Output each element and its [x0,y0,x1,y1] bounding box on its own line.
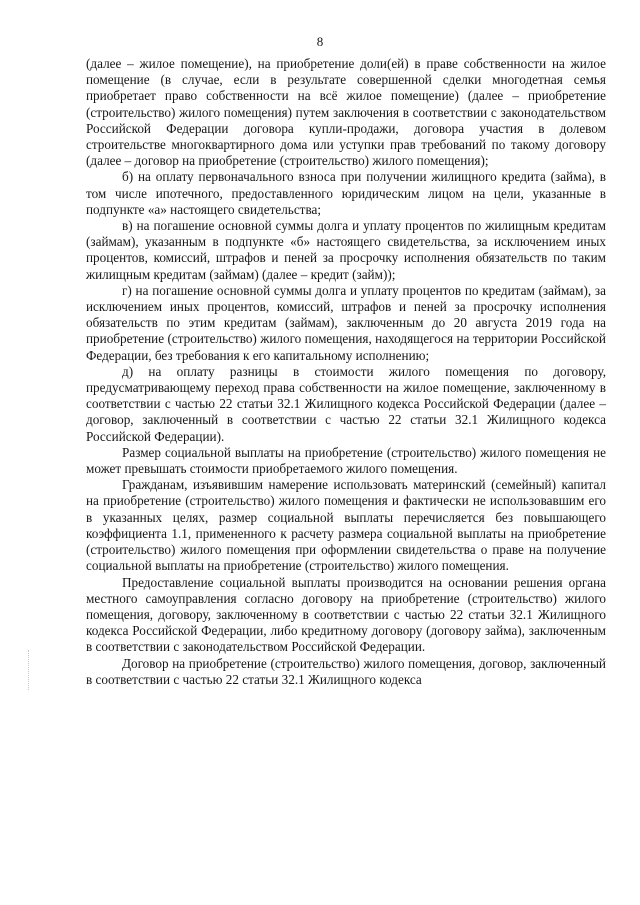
document-body [86,56,606,688]
paragraph-item-d: д) на оплату разницы в стоимости жилого помещения по договору, предусматривающему переход права собственности на жилое помещение, заключенному в соответствии с частью 22 статьи 32.1 Жилищного кодекса Российской Федерации (далее – договор, заключенный в соответствии с частью 22 статьи 32.1 Жилищного кодекса Российской Федерации). [86,363,606,444]
paragraph-item-b: б) на оплату первоначального взноса при получении жилищного кредита (займа), в том числе ипотечного, предоставленного юридическим лицом на цели, указанные в подпункте «а» настоящего свидетельства; [86,169,606,217]
paragraph-payment-basis: Предоставление социальной выплаты производится на основании решения органа местного самоуправления согласно договору на приобретение (строительство) жилого помещения, договору, заключенному в соответствии с частью 22 статьи 32.1 Жилищного кодекса Российской Федерации, либо кредитному договору (договору займа), заключенным в соответствии с законодательством Российской Федерации. [86,574,606,655]
margin-scan-marks [28,650,33,690]
paragraph-payment-limit: Размер социальной выплаты на приобретение (строительство) жилого помещения не может превышать стоимости приобретаемого жилого помещения. [86,444,606,477]
paragraph-item-v: в) на погашение основной суммы долга и уплату процентов по жилищным кредитам (займам), указанным в подпункте «б» настоящего свидетельства, за исключением иных процентов, комиссий, штрафов и пеней за просрочку исполнения обязательств по таким жилищным кредитам (займам) (далее – кредит (займ)); [86,218,606,282]
paragraph-item-g: г) на погашение основной суммы долга и уплату процентов по кредитам (займам), за исключением иных процентов, комиссий, штрафов и пеней за просрочку исполнения обязательств по этим кредитам (займам), заключенным до 20 августа 2019 года на приобретение (строительство) жилого помещения, находящегося на территории Российской Федерации, без требования к его капитальному исполнению; [86,282,606,363]
paragraph-contract: Договор на приобретение (строительство) жилого помещения, договор, заключенный в соответствии с частью 22 статьи 32.1 Жилищного кодекса [86,655,606,687]
paragraph-maternity-capital: Гражданам, изъявившим намерение использовать материнский (семейный) капитал на приобретение (строительство) жилого помещения и фактически не использовавшим его в указанных целях, размер социальной выплаты перечисляется без повышающего коэффициента 1.1, примененного к расчету размера социальной выплаты на приобретение (строительство) жилого помещения при оформлении свидетельства о праве на получение социальной выплаты на приобретение (строительство) жилого помещения. [86,477,606,574]
paragraph-continuation: (далее – жилое помещение), на приобретение доли(ей) в праве собственности на жилое помещение (в случае, если в результате совершенной сделки многодетная семья приобретает право собственности на всё жилое помещение) (далее – приобретение (строительство) жилого помещения) путем заключения в соответствии с законодательством Российской Федерации договора купли-продажи, договора участия в долевом строительстве многоквартирного дома или уступки прав требований по такому договору (далее – договор на приобретение (строительство) жилого помещения); [86,56,606,169]
page-number: 8 [316,34,324,49]
